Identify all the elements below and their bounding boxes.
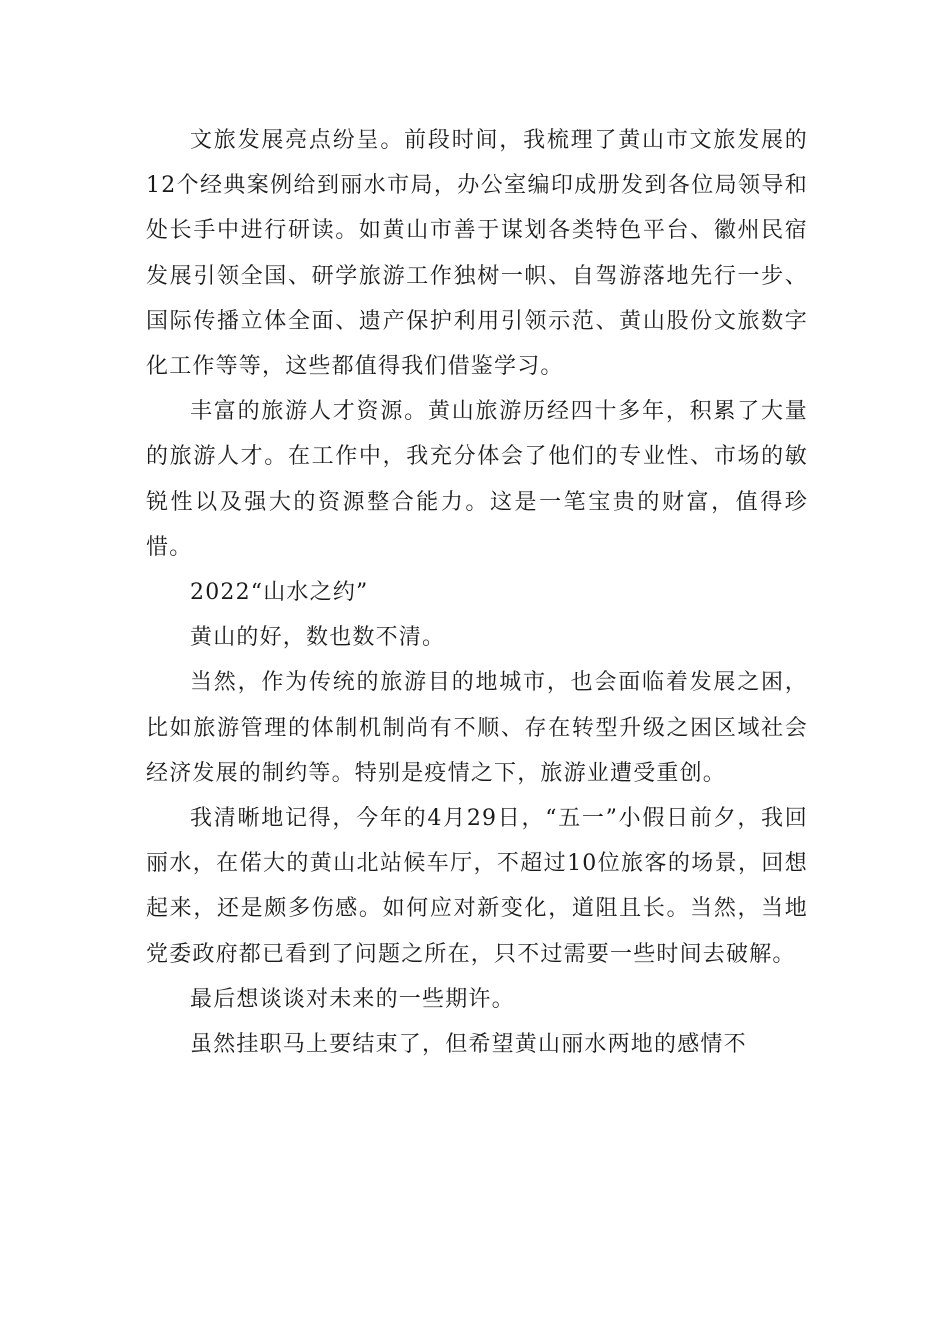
paragraph-tourism-highlights: 文旅发展亮点纷呈。前段时间，我梳理了黄山市文旅发展的12个经典案例给到丽水市局，办公室编印成册发到各位局领导和处长手中进行研读。如黄山市善于谋划各类特色平台、徽州民宿发展引领全国、研学旅游工作独树一帜、自驾游落地先行一步、国际传播立体全面、遗产保护利用引领示范、黄山股份文旅数字化工作等等，这些都值得我们借鉴学习。	[146, 128, 808, 380]
paragraph-huangshan-good: 黄山的好，数也数不清。	[190, 625, 446, 651]
paragraph-development-difficulties: 当然，作为传统的旅游目的地城市，也会面临着发展之困，比如旅游管理的体制机制尚有不顺、存在转型升级之困区域社会经济发展的制约等。特别是疫情之下，旅游业遭受重创。	[146, 670, 808, 786]
paragraph-memory: 我清晰地记得，今年的4月29日，“五一”小假日前夕，我回丽水，在偌大的黄山北站候车厅，不超过10位旅客的场景，回想起来，还是颇多伤感。如何应对新变化，道阻且长。当然，当地党委政府都已看到了问题之所在，只不过需要一些时间去破解。	[146, 806, 808, 967]
document-page	[146, 118, 808, 1067]
paragraph-closing: 虽然挂职马上要结束了，但希望黄山丽水两地的感情不	[190, 1032, 747, 1058]
section-heading: 2022“山水之约”	[190, 580, 369, 606]
paragraph-tourism-talent: 丰富的旅游人才资源。黄山旅游历经四十多年，积累了大量的旅游人才。在工作中，我充分体会了他们的专业性、市场的敏锐性以及强大的资源整合能力。这是一笔宝贵的财富，值得珍惜。	[146, 399, 808, 560]
paragraph-future-intro: 最后想谈谈对未来的一些期许。	[190, 986, 515, 1012]
